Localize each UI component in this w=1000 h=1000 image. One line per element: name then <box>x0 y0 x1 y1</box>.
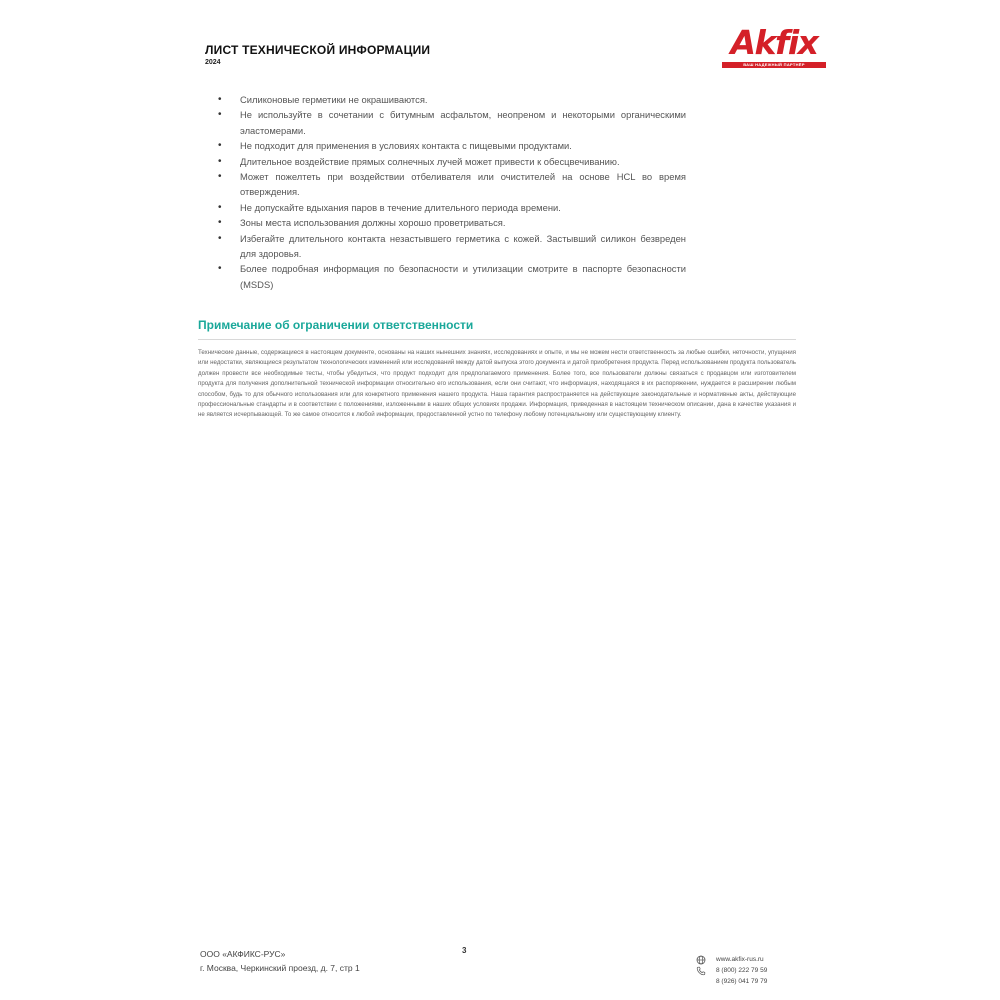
website-contact[interactable] <box>694 954 767 965</box>
list-item-text: Не допускайте вдыхания паров в течение длительного периода времени. <box>240 201 561 213</box>
phone-number-secondary[interactable]: 8 (926) 041 79 79 <box>716 978 768 985</box>
footer-company-info <box>200 947 360 975</box>
list-item-text: Зоны места использования должны хорошо проветриваться. <box>240 217 506 229</box>
section-divider <box>198 339 796 340</box>
logo-tagline: ВАШ НАДЕЖНЫЙ ПАРТНЁР <box>722 62 826 68</box>
phone-icon <box>696 966 706 976</box>
globe-icon <box>696 955 706 965</box>
bullet-icon: • <box>218 155 222 167</box>
list-item <box>218 92 686 107</box>
bullet-icon: • <box>218 232 222 244</box>
list-item-text: Может пожелтеть при воздействии отбеливателя или очистителей на основе HCL во время отверждения. <box>240 171 686 198</box>
bullet-icon: • <box>218 201 222 213</box>
page-number: 3 <box>462 946 467 955</box>
bullet-icon: • <box>218 263 222 275</box>
list-item-text: Силиконовые герметики не окрашиваются. <box>240 94 428 105</box>
document-title: ЛИСТ ТЕХНИЧЕСКОЙ ИНФОРМАЦИИ <box>205 43 431 57</box>
list-item <box>218 169 686 200</box>
list-item-text: Не подходит для применения в условиях контакта с пищевыми продуктами. <box>240 140 572 152</box>
company-address: г. Москва, Черкинский проезд, д. 7, стр 1 <box>200 963 360 973</box>
website-link[interactable]: www.akfix-rus.ru <box>716 956 764 963</box>
document-year: 2024 <box>205 59 221 66</box>
list-item <box>218 107 686 138</box>
list-item <box>218 231 686 262</box>
bullet-icon: • <box>218 94 222 105</box>
list-item-text: Длительное воздействие прямых солнечных лучей может привести к обесцвечиванию. <box>240 155 620 167</box>
phone-number-primary[interactable]: 8 (800) 222 79 59 <box>716 967 768 974</box>
footer-contacts <box>694 954 767 987</box>
phone-contact[interactable] <box>694 965 767 976</box>
list-item <box>218 200 686 215</box>
disclaimer-text: Технические данные, содержащиеся в настоящем документе, основаны на наших нынешних знаниях, исследованиях и опыте, и мы не можем нести ответственность за любые ошибки, неточности, упущения или недостатки, являющиеся результатом технологических изменений или исследований между датой выпуска этого документа и датой приобретения продукта. Перед использованием продукта пользователь должен провести все необходимые тесты, чтобы убедиться, что продукт подходит для предполагаемого применения. Более того, все пользователи должны связаться с продавцом или изготовителем продукта для получения дополнительной технической информации относительно его использования, если они считают, что информация, находящаяся в их распоряжении, нуждается в расширении любым способом, будь то для обычного использования или для конкретного применения нашего продукта. Наша гарантия распространяется на действующие законодательные и нормативные акты, действующие профессиональные стандарты и в соответствии с положениями, изложенными в наших общих условиях продажи. Информация, приведенная в настоящем техническом описании, дана в качестве указания и не является исчерпывающей. То же самое относится к любой информации, предоставленной устно по телефону любому потенциальному или существующему клиенту. <box>198 349 796 419</box>
list-item <box>218 138 686 153</box>
precautions-list <box>218 92 686 292</box>
bullet-icon: • <box>218 171 222 183</box>
company-name: ООО «АКФИКС-РУС» <box>200 949 286 959</box>
bullet-icon: • <box>218 217 222 229</box>
list-item <box>218 154 686 169</box>
bullet-icon: • <box>218 109 222 121</box>
list-item <box>218 261 686 292</box>
phone-contact-secondary[interactable] <box>694 976 767 987</box>
list-item-text: Избегайте длительного контакта незастывшего герметика с кожей. Застывший силикон безвреден для здоровья. <box>240 232 686 260</box>
list-item-text: Более подробная информация по безопасности и утилизации смотрите в паспорте безопасности (MSDS) <box>240 263 686 290</box>
akfix-logo <box>720 24 828 74</box>
disclaimer-heading: Примечание об ограничении ответственности <box>198 318 474 332</box>
list-item-text: Не используйте в сочетании с битумным асфальтом, неопреном и некоторыми органическими эластомерами. <box>240 109 686 136</box>
bullet-icon: • <box>218 140 222 152</box>
logo-wordmark: Akfix <box>730 23 818 62</box>
list-item <box>218 215 686 230</box>
